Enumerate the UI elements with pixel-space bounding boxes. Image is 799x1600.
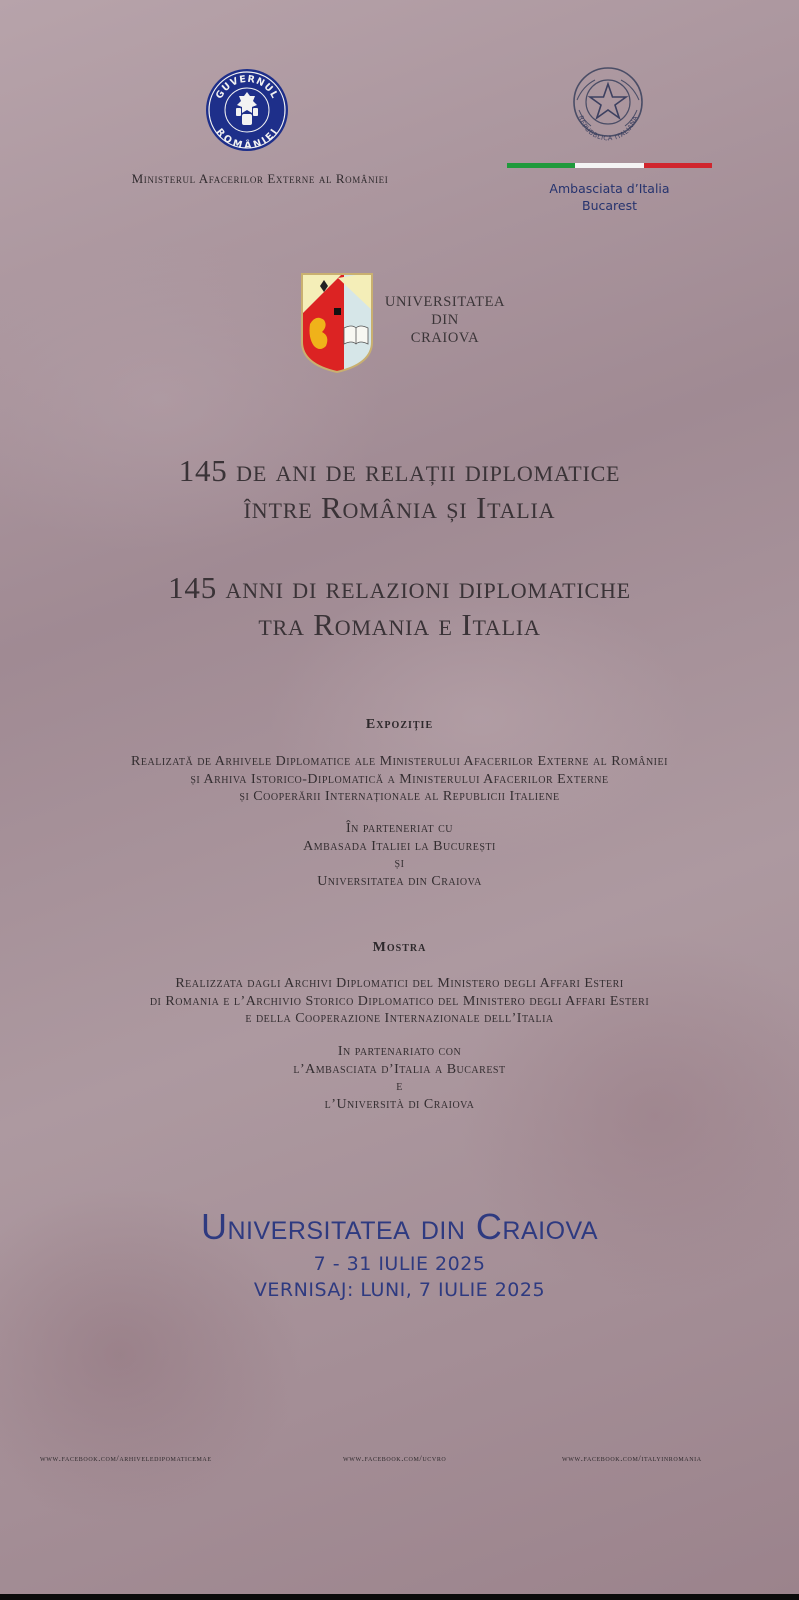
expozitie-partners <box>0 820 799 890</box>
guvernul-romaniei-emblem <box>205 68 289 152</box>
event-dates: 7 - 31 IULIE 2025 <box>313 1253 486 1275</box>
mostra-desc-line: Realizzata dagli Archivi Diplomatici del Ministero degli Affari Esteri <box>175 976 624 991</box>
expozitie-desc-line: și Cooperării Internaționale al Republicii Italiene <box>239 789 560 804</box>
mostra-desc-line: e della Cooperazione Internazionale dell’Italia <box>245 1011 554 1026</box>
facebook-link-italy[interactable]: www.facebook.com/italyinromania <box>562 1453 702 1463</box>
title-it-line1: 145 anni di relazioni diplomatiche <box>168 570 631 605</box>
event-vernisaj: VERNISAJ: LUNI, 7 IULIE 2025 <box>253 1279 546 1301</box>
expozitie-desc-line: și Arhiva Istorico-Diplomatică a Ministerului Afacerilor Externe <box>190 771 609 787</box>
ucv-name-line3: CRAIOVA <box>410 330 480 346</box>
mostra-partner-line: l’Ambasciata d’Italia a Bucarest <box>293 1061 506 1077</box>
mostra-description <box>0 975 799 1028</box>
ucv-name-line1: UNIVERSITATEA <box>384 294 506 310</box>
mostra-partner-line: e <box>396 1079 403 1094</box>
ucv-name <box>380 293 510 347</box>
guvern-emblem-bottom-text: ROMÂNIEI <box>213 126 281 152</box>
expozitie-partner-line: Ambasada Italiei la București <box>303 838 496 854</box>
guvern-emblem-top-text: GUVERNUL <box>213 73 281 101</box>
mostra-partners <box>0 1043 799 1113</box>
facebook-link-ucv[interactable]: www.facebook.com/ucvro <box>343 1453 447 1463</box>
mostra-partner-line: l’Università di Craiova <box>324 1096 475 1112</box>
italy-embassy-label <box>507 180 712 214</box>
ucv-shield-icon <box>300 272 374 374</box>
italy-emblem-text: REPUBBLICA ITALIANA <box>576 114 640 143</box>
title-ro-line2: între România și Italia <box>243 490 556 525</box>
italian-tricolor-stripe <box>507 163 712 168</box>
title-it-line2: tra Romania e Italia <box>258 607 541 642</box>
title-romanian <box>0 452 799 526</box>
expozitie-partner-line: și <box>394 856 405 871</box>
expozitie-partner-line: Universitatea din Craiova <box>317 873 482 889</box>
facebook-link-mae[interactable]: www.facebook.com/arhiveledipomaticemae <box>40 1453 212 1463</box>
event-venue: Universitatea din Craiova <box>200 1206 599 1247</box>
italy-embassy-line2: Bucarest <box>582 198 637 213</box>
expozitie-partner-line: În parteneriat cu <box>346 821 453 836</box>
expozitie-desc-line: Realizată de Arhivele Diplomatice ale Ministerului Afacerilor Externe al României <box>131 754 668 769</box>
italian-republic-emblem <box>569 60 647 150</box>
title-italian <box>0 569 799 643</box>
svg-text:REPUBBLICA ITALIANA <box>577 115 640 143</box>
ministry-label: Ministerul Afacerilor Externe al României <box>131 171 389 186</box>
mostra-partner-line: In partenariato con <box>337 1044 462 1059</box>
expozitie-heading: Expoziție <box>365 717 434 732</box>
mostra-heading: Mostra <box>372 940 427 955</box>
title-ro-line1: 145 de ani de relații diplomatice <box>178 453 621 488</box>
italy-embassy-line1: Ambasciata d’Italia <box>549 181 670 196</box>
ucv-name-line2: DIN <box>431 312 459 328</box>
mostra-desc-line: di Romania e l’Archivio Storico Diplomatico del Ministero degli Affari Esteri <box>149 993 650 1009</box>
expozitie-description <box>0 753 799 806</box>
bottom-bar <box>0 1594 799 1600</box>
